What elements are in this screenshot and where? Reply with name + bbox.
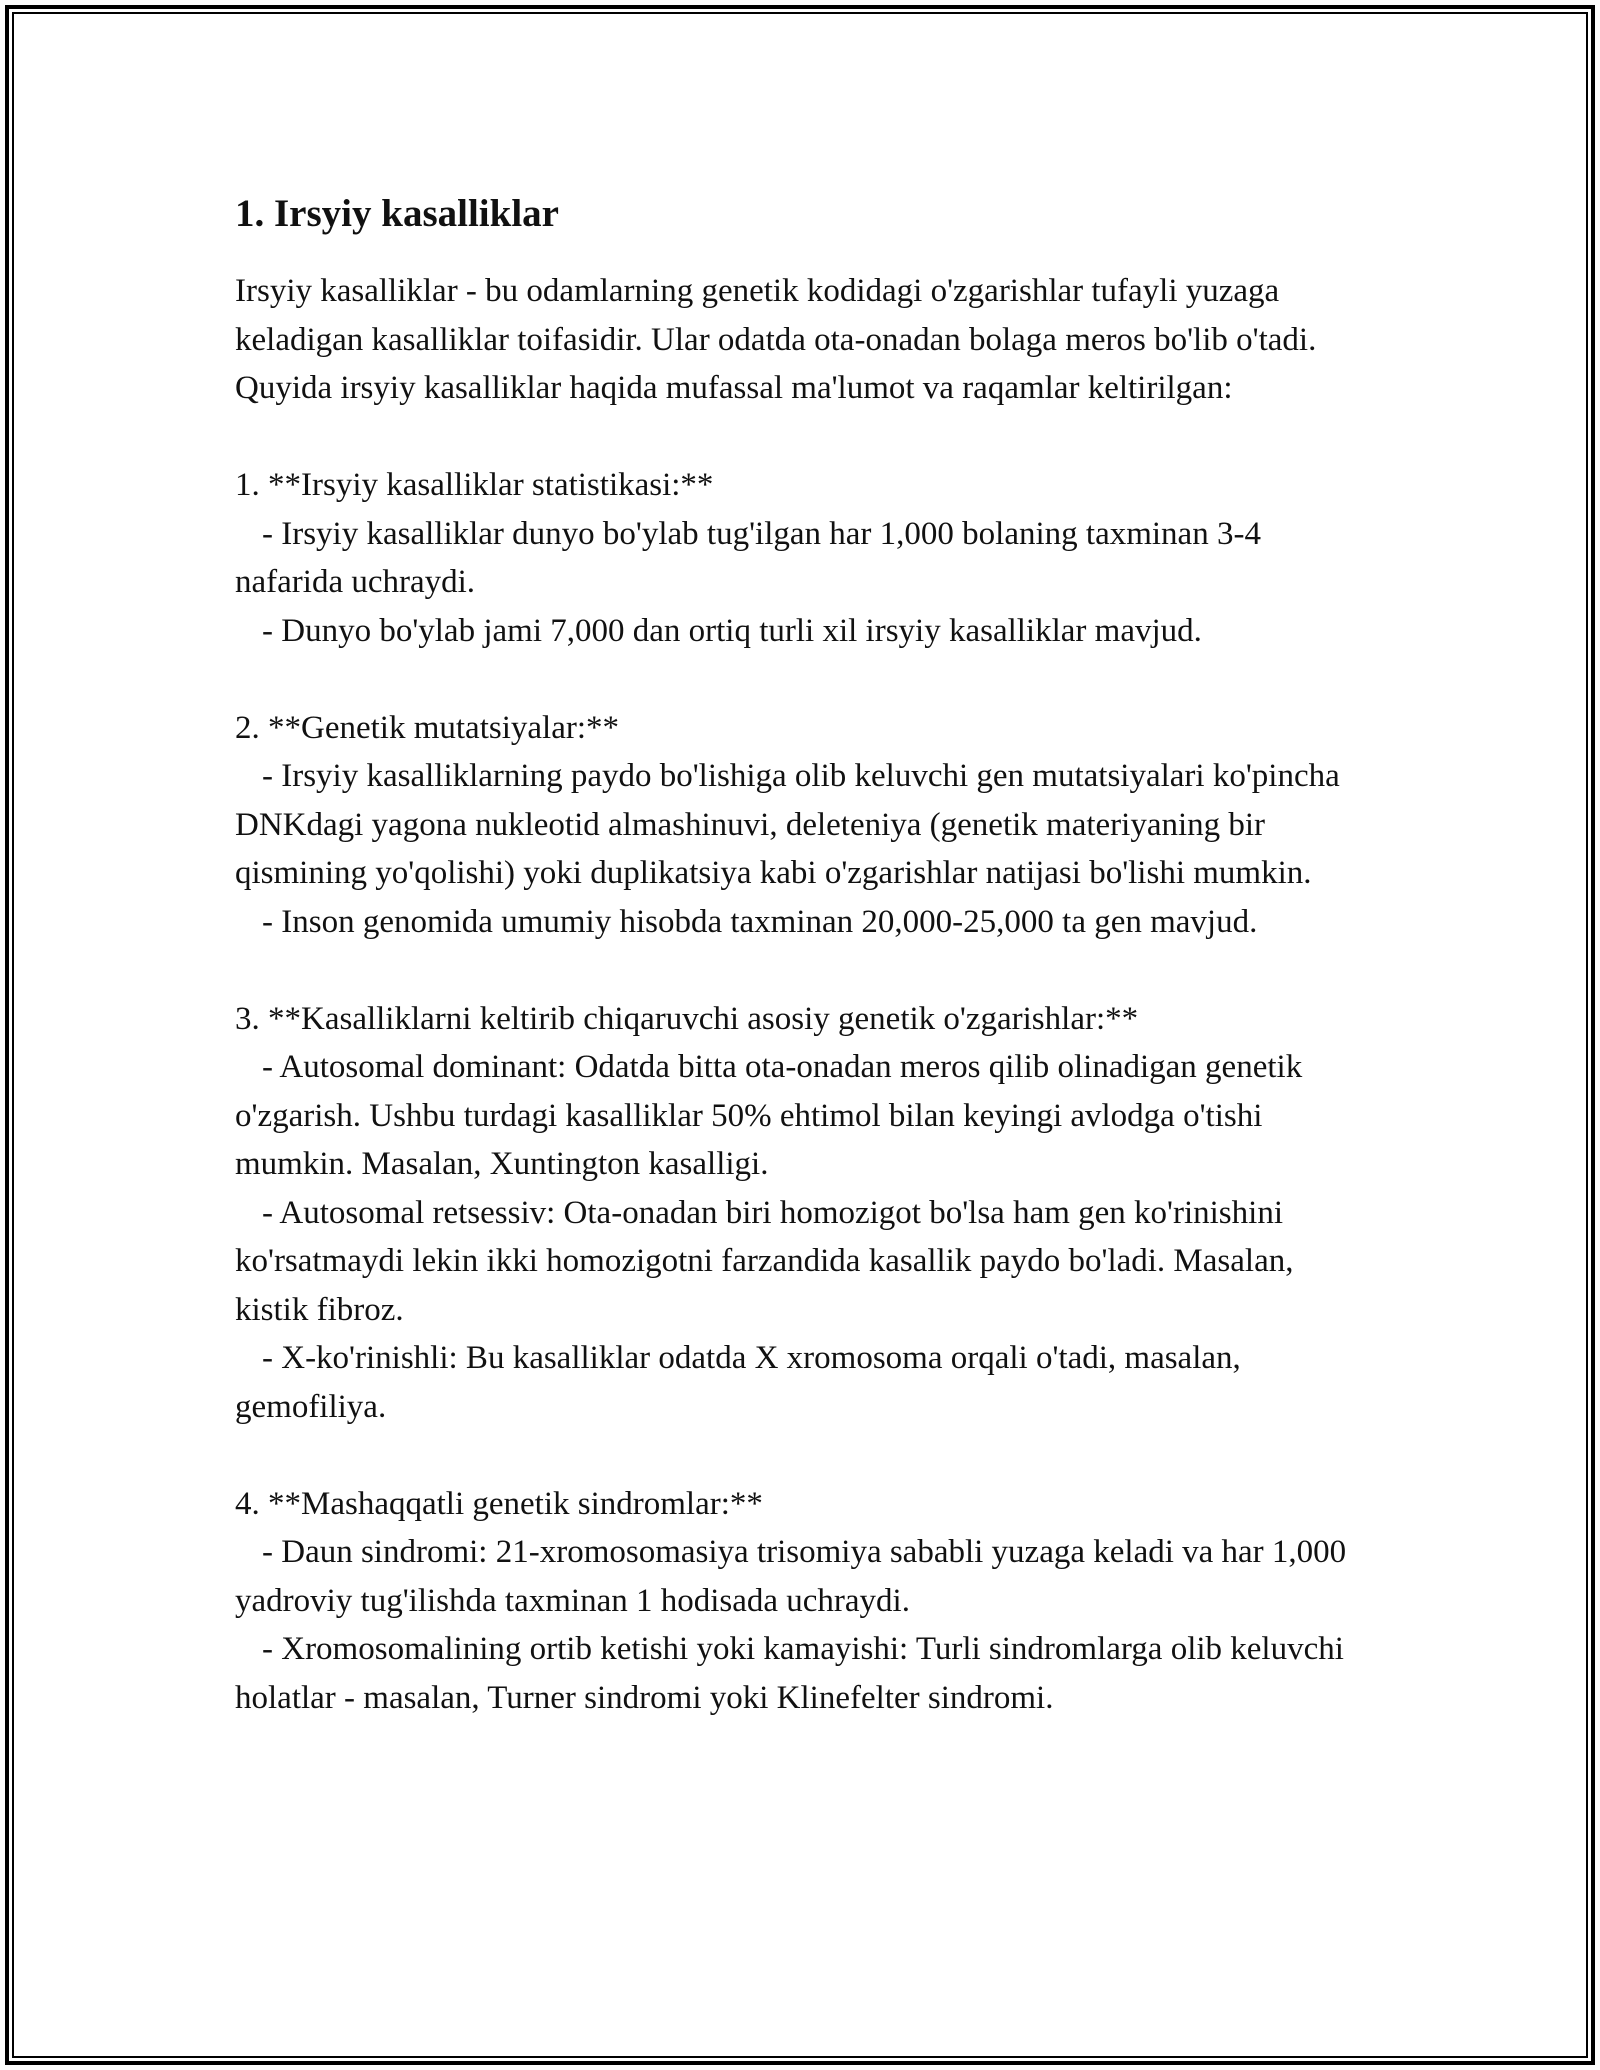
- section-statistics: [235, 461, 1365, 655]
- section-heading: 4. **Mashaqqatli genetik sindromlar:**: [235, 1485, 763, 1522]
- section-mutations: [235, 704, 1365, 947]
- page-title: 1. Irsyiy kasalliklar: [235, 192, 559, 235]
- list-item: - Xromosomalining ortib ketishi yoki kamayishi: Turli sindromlarga olib keluvchi holatlar - masalan, Turner sindromi yoki Klinefelter sindromi.: [235, 1631, 1353, 1716]
- list-item: - Daun sindromi: 21-xromosomasiya trisomiya sababli yuzaga keladi va har 1,000 yadroviy tug'ilishda taxminan 1 hodisada uchraydi.: [235, 1534, 1355, 1619]
- list-item: - Inson genomida umumiy hisobda taxminan 20,000-25,000 ta gen mavjud.: [262, 903, 1258, 940]
- list-item: - Autosomal retsessiv: Ota-onadan biri homozigot bo'lsa ham gen ko'rinishini ko'rsatmaydi lekin ikki homozigotni farzandida kasallik paydo bo'ladi. Masalan, kistik fibroz.: [235, 1194, 1302, 1328]
- list-item: - Dunyo bo'ylab jami 7,000 dan ortiq turli xil irsyiy kasalliklar mavjud.: [262, 612, 1202, 649]
- spacer: [235, 413, 1365, 462]
- spacer: [235, 946, 1365, 995]
- section-heading: 1. **Irsyiy kasalliklar statistikasi:**: [235, 467, 714, 503]
- spacer: [235, 655, 1365, 704]
- section-syndromes: [235, 1480, 1365, 1723]
- section-heading: 3. **Kasalliklarni keltirib chiqaruvchi asosiy genetik o'zgarishlar:**: [235, 1000, 1139, 1037]
- list-item: - Irsyiy kasalliklar dunyo bo'ylab tug'ilgan har 1,000 bolaning taxminan 3-4 nafarida uchraydi.: [235, 515, 1270, 600]
- section-heading: 2. **Genetik mutatsiyalar:**: [235, 709, 619, 746]
- list-item: - X-ko'rinishli: Bu kasalliklar odatda X xromosoma orqali o'tadi, masalan, gemofiliya.: [235, 1340, 1250, 1425]
- document-body: [235, 185, 1365, 1722]
- list-item: - Irsyiy kasalliklarning paydo bo'lishiga olib keluvchi gen mutatsiyalari ko'pincha DNKdagi yagona nukleotid almashinuvi, deleteniya (genetik materiyaning bir qismining yo'qolishi) yoki duplikatsiya kabi o'zgarishlar natijasi bo'lishi mumkin.: [235, 758, 1348, 891]
- list-item: - Autosomal dominant: Odatda bitta ota-onadan meros qilib olinadigan genetik o'zgarish. Ushbu turdagi kasalliklar 50% ehtimol bilan keyingi avlodga o'tishi mumkin. Masalan, Xuntington kasalligi.: [235, 1049, 1311, 1182]
- section-genetic-changes: [235, 995, 1365, 1432]
- spacer: [235, 1431, 1365, 1480]
- intro-paragraph: Irsyiy kasalliklar - bu odamlarning genetik kodidagi o'zgarishlar tufayli yuzaga keladigan kasalliklar toifasidir. Ular odatda ota-onadan bolaga meros bo'lib o'tadi. Quyida irsyiy kasalliklar haqida mufassal ma'lumot va raqamlar keltirilgan:: [235, 273, 1317, 406]
